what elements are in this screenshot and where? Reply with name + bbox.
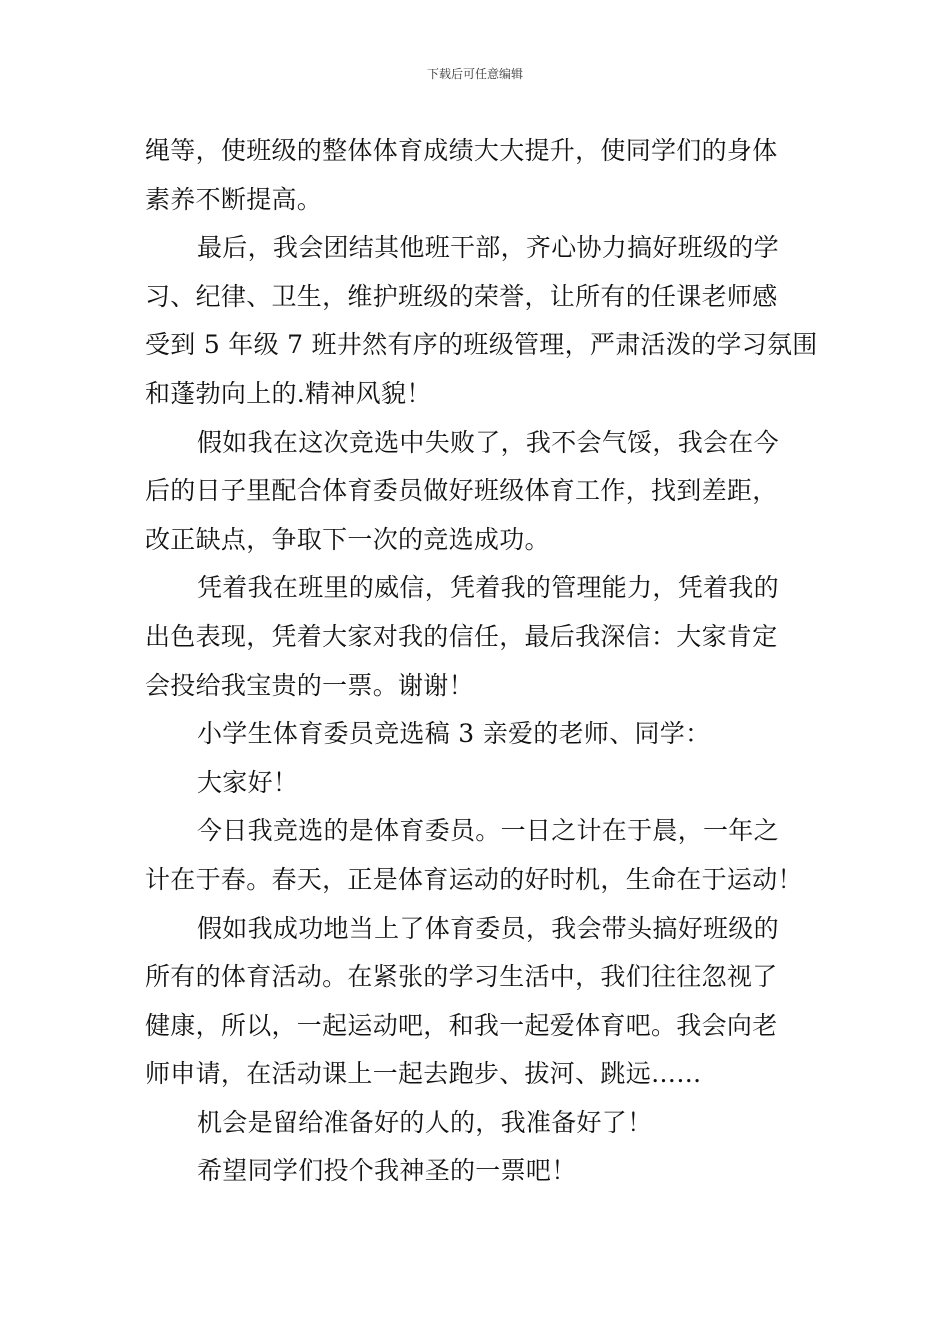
text-line: 后的日子里配合体育委员做好班级体育工作，找到差距， <box>145 476 778 506</box>
text-line: 会投给我宝贵的一票。谢谢！ <box>145 670 474 700</box>
document-body <box>145 127 818 1196</box>
text-line: 机会是留给准备好的人的，我准备好了！ <box>197 1107 653 1137</box>
text-line: 出色表现，凭着大家对我的信任，最后我深信：大家肯定 <box>145 621 778 651</box>
text-line: 希望同学们投个我神圣的一票吧！ <box>197 1156 577 1186</box>
text-line: 所有的体育活动。在紧张的学习生活中，我们往往忽视了 <box>145 962 778 992</box>
text-line: 假如我成功地当上了体育委员，我会带头搞好班级的 <box>197 913 779 943</box>
text-line: 绳等，使班级的整体体育成绩大大提升，使同学们的身体 <box>145 136 778 165</box>
text-line: 习、纪律、卫生，维护班级的荣誉，让所有的任课老师感 <box>145 281 778 311</box>
text-line: 和蓬勃向上的.精神风貌！ <box>145 378 432 408</box>
text-line: 受到 5 年级 7 班井然有序的班级管理，严肃活泼的学习氛围 <box>145 330 818 360</box>
text-line: 师申请，在活动课上一起去跑步、拔河、跳远…… <box>145 1059 702 1089</box>
text-line: 大家好！ <box>197 767 299 797</box>
text-line: 改正缺点，争取下一次的竞选成功。 <box>145 524 550 554</box>
text-line: 最后，我会团结其他班干部，齐心协力搞好班级的学 <box>197 233 779 263</box>
text-line: 假如我在这次竞选中失败了，我不会气馁，我会在今 <box>197 427 779 457</box>
text-line: 今日我竞选的是体育委员。一日之计在于晨，一年之 <box>197 816 779 846</box>
text-line: 凭着我在班里的威信，凭着我的管理能力，凭着我的 <box>197 573 779 603</box>
text-line: 计在于春。春天，正是体育运动的好时机，生命在于运动！ <box>145 864 803 894</box>
page-header-note: 下载后可任意编辑 <box>426 67 523 81</box>
text-line: 素养不断提高。 <box>145 184 323 214</box>
text-line: 健康，所以，一起运动吧，和我一起爱体育吧。我会向老 <box>145 1010 778 1040</box>
text-line: 小学生体育委员竞选稿 3 亲爱的老师、同学： <box>197 719 711 749</box>
